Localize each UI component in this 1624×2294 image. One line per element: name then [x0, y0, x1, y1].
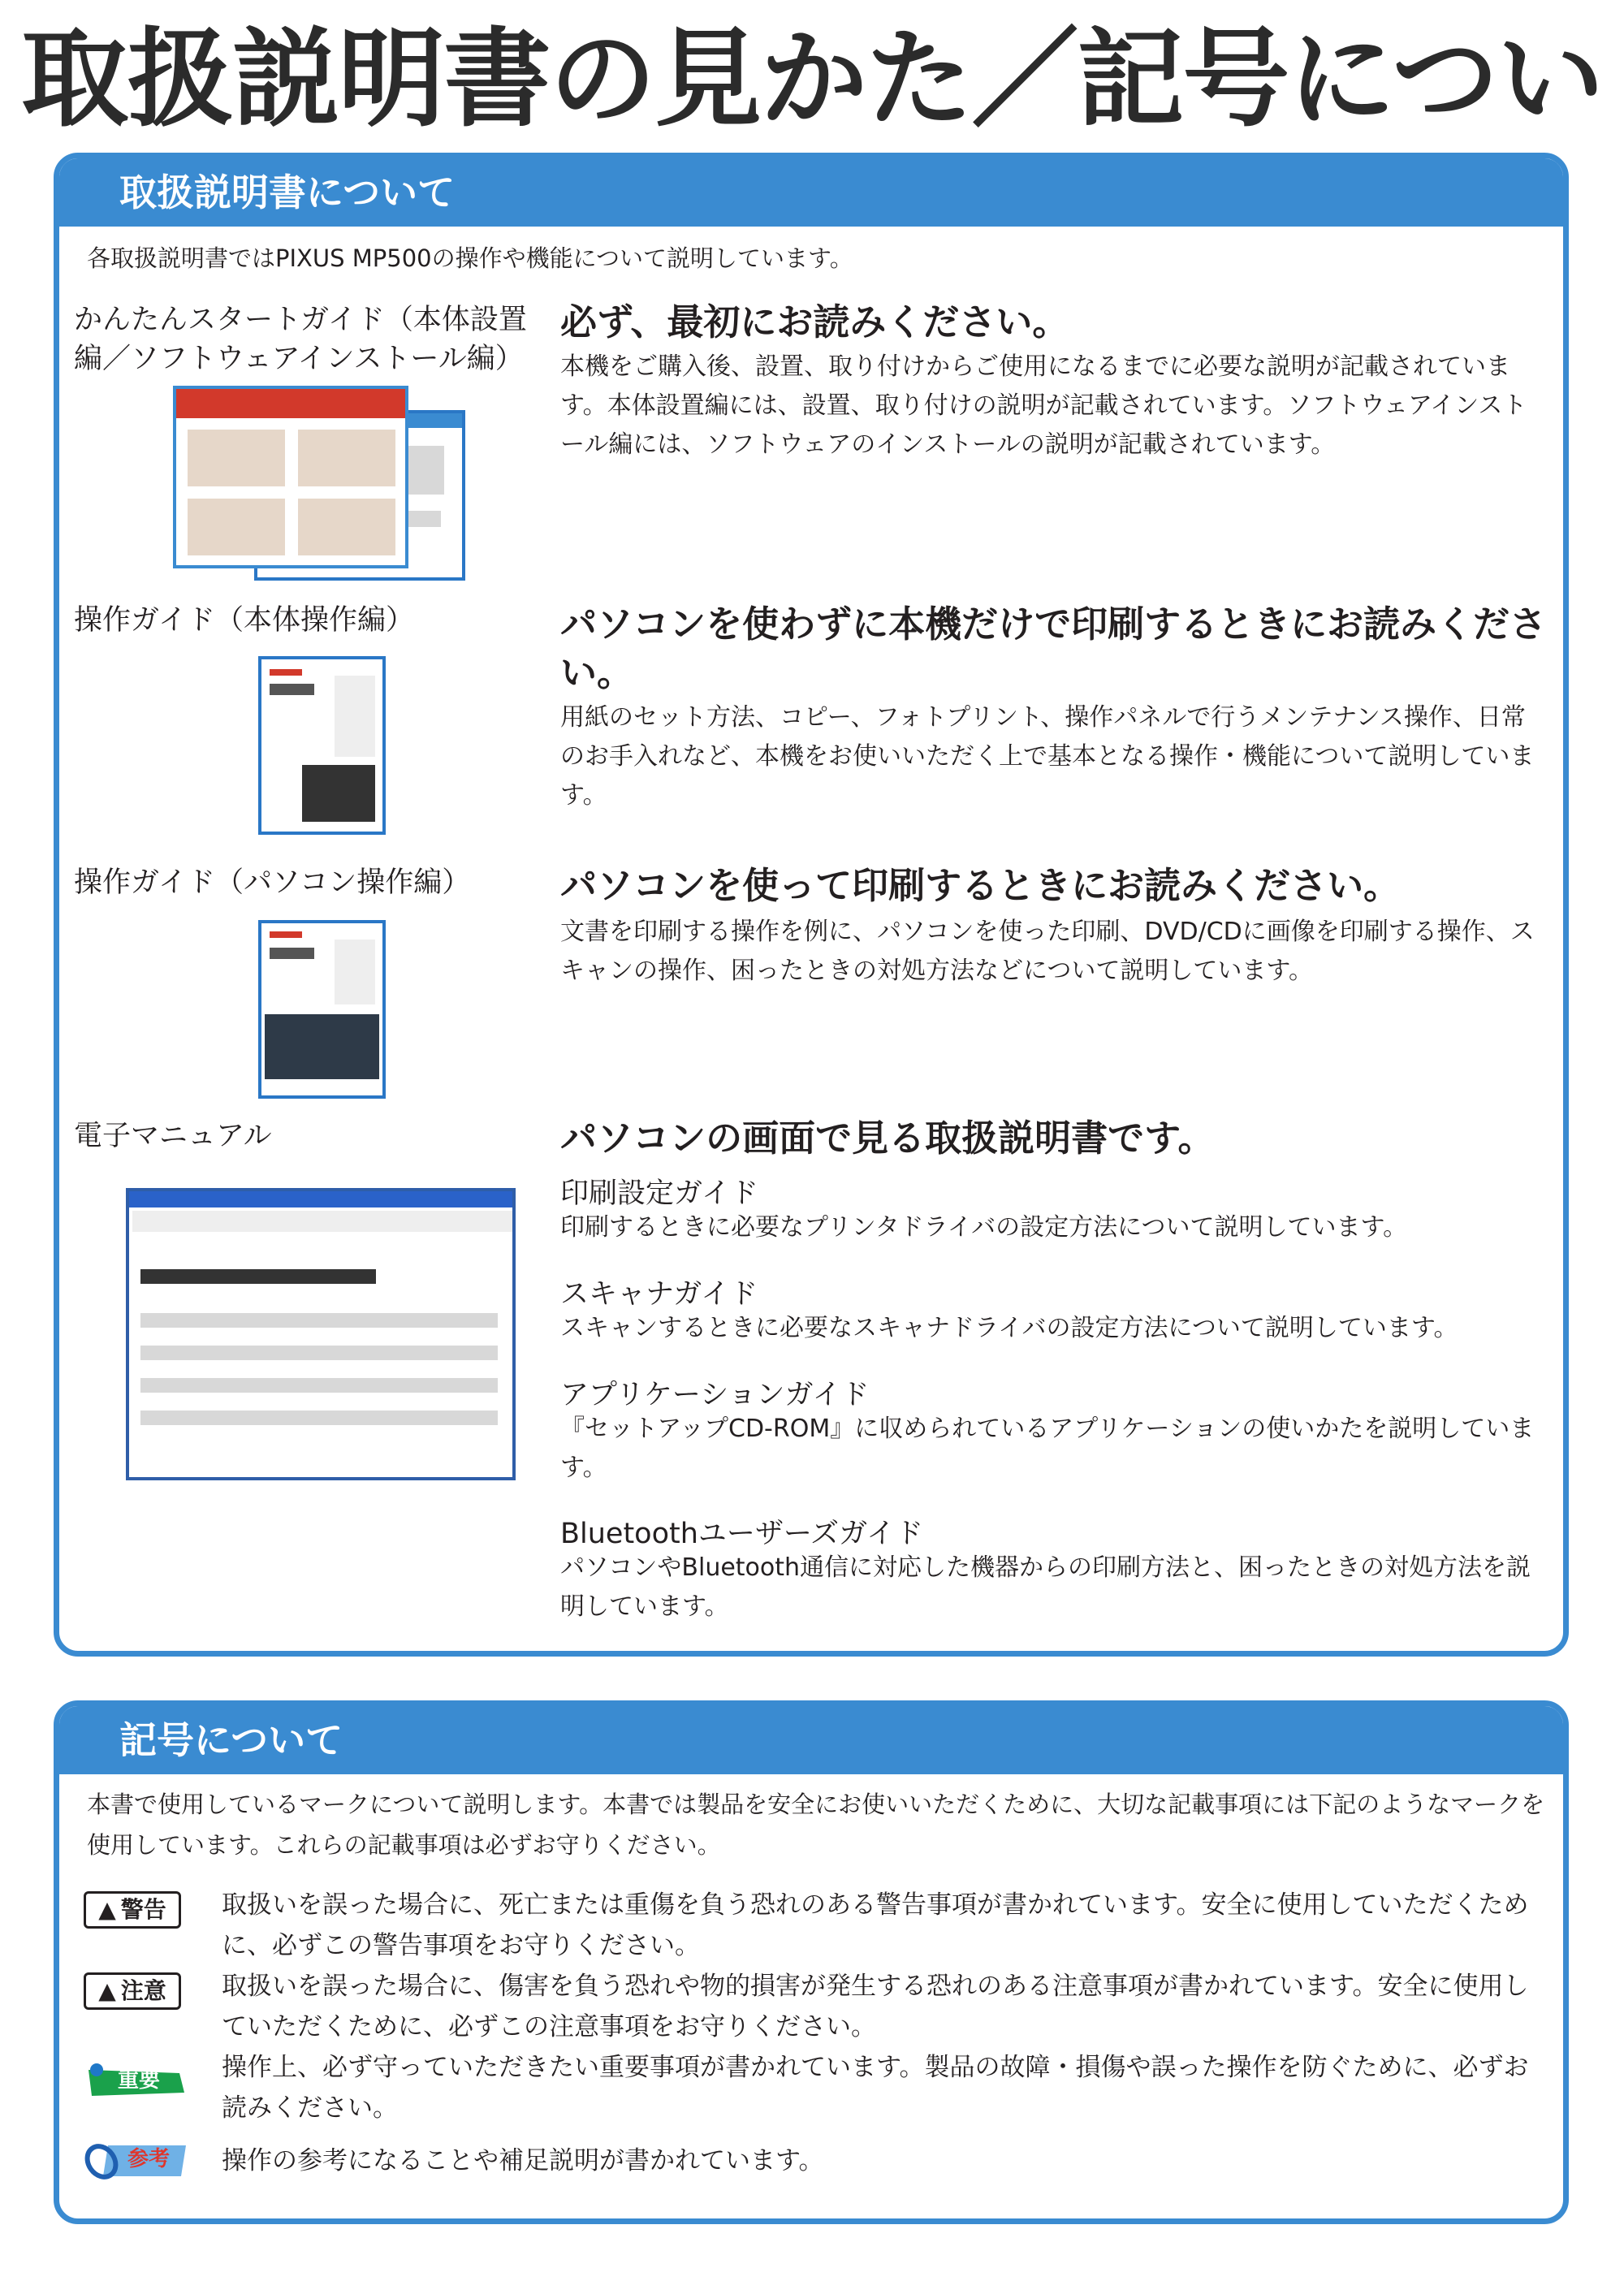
manual-heading-operation-device: パソコンを使わずに本機だけで印刷するときにお読みください。 [560, 603, 1547, 694]
symbols-section [54, 1700, 1569, 2224]
page-title: 取扱説明書の見かた／記号につい [21, 17, 1603, 142]
manual-heading-operation-pc: パソコンを使って印刷するときにお読みください。 [560, 864, 1401, 907]
symbols-intro: 本書で使用しているマークについて説明します。本書では製品を安全にお使いいただくために、大切な記載事項には下記のようなマークを使用しています。これらの記載事項は必ずお守りください。 [87, 1791, 1545, 1859]
e-manual-sub-desc-bluetooth: パソコンやBluetooth通信に対応した機器からの印刷方法と、困ったときの対処方法を説明しています。 [560, 1553, 1531, 1621]
warning-mark: ▲ 警告 [84, 1891, 181, 1929]
reference-mark-description: 操作の参考になることや補足説明が書かれています。 [222, 2146, 824, 2175]
warning-triangle-icon: ▲ [98, 1977, 116, 2004]
manual-desc-operation-device: 用紙のセット方法、コピー、フォトプリント、操作パネルで行うメンテナンス操作、日常のお手入れなど、本機をお使いいただく上で基本となる操作・機能について説明しています。 [560, 703, 1535, 810]
operation-guide-pc-thumbnail [258, 920, 386, 1099]
warning-triangle-icon: ▲ [98, 1896, 116, 1923]
manual-heading-e-manual: パソコンの画面で見る取扱説明書です。 [560, 1117, 1215, 1160]
manual-heading-quickstart: 必ず、最初にお読みください。 [560, 300, 1069, 343]
reference-mark: 参考 [84, 2141, 181, 2178]
quickstart-guide-thumbnail [173, 386, 473, 581]
e-manual-sub-title-print: 印刷設定ガイド [560, 1177, 758, 1210]
e-manual-thumbnail [126, 1188, 516, 1480]
important-mark: 重要 [84, 2062, 181, 2099]
important-mark-description: 操作上、必ず守っていただきたい重要事項が書かれています。製品の故障・損傷や誤った操作を防ぐために、必ずお読みください。 [222, 2053, 1529, 2123]
e-manual-sub-desc-scan: スキャンするときに必要なスキャナドライバの設定方法について説明しています。 [560, 1314, 1458, 1342]
manuals-section [54, 153, 1569, 1657]
warning-mark-description: 取扱いを誤った場合に、死亡または重傷を負う恐れのある警告事項が書かれています。安全に使用していただくために、必ずこの警告事項をお守りください。 [222, 1890, 1529, 1960]
manual-desc-operation-pc: 文書を印刷する操作を例に、パソコンを使った印刷、DVD/CDに画像を印刷する操作、スキャンの操作、困ったときの対処方法などについて説明しています。 [560, 918, 1535, 985]
manual-name-quickstart: かんたんスタートガイド（本体設置編／ソフトウェアインストール編） [74, 304, 527, 375]
manual-name-operation-pc: 操作ガイド（パソコン操作編） [74, 866, 471, 899]
caution-mark-description: 取扱いを誤った場合に、傷害を負う恐れや物的損害が発生する恐れのある注意事項が書かれています。安全に使用していただくために、必ずこの注意事項をお守りください。 [222, 1972, 1529, 2041]
e-manual-sub-desc-application: 『セットアップCD-ROM』に収められているアプリケーションの使いかたを説明しています。 [560, 1415, 1535, 1482]
symbols-section-header: 記号について [59, 1706, 1563, 1774]
manuals-section-header: 取扱説明書について [59, 158, 1563, 227]
e-manual-sub-title-scan: スキャナガイド [560, 1278, 758, 1311]
e-manual-sub-desc-print: 印刷するときに必要なプリンタドライバの設定方法について説明しています。 [560, 1213, 1408, 1242]
manual-name-operation-device: 操作ガイド（本体操作編） [74, 604, 414, 637]
manual-desc-quickstart: 本機をご購入後、設置、取り付けからご使用になるまでに必要な説明が記載されています。本体設置編には、設置、取り付けの説明が記載されています。ソフトウェアインストール編には、ソフトウェアのインストールの説明が記載されています。 [560, 352, 1527, 459]
e-manual-sub-title-bluetooth: Bluetoothユーザーズガイド [560, 1518, 924, 1550]
manual-name-e-manual: 電子マニュアル [74, 1120, 272, 1152]
e-manual-sub-title-application: アプリケーションガイド [560, 1379, 870, 1411]
operation-guide-device-thumbnail [258, 656, 386, 835]
caution-mark: ▲ 注意 [84, 1972, 181, 2010]
manuals-intro: 各取扱説明書ではPIXUS MP500の操作や機能について説明しています。 [87, 244, 853, 272]
